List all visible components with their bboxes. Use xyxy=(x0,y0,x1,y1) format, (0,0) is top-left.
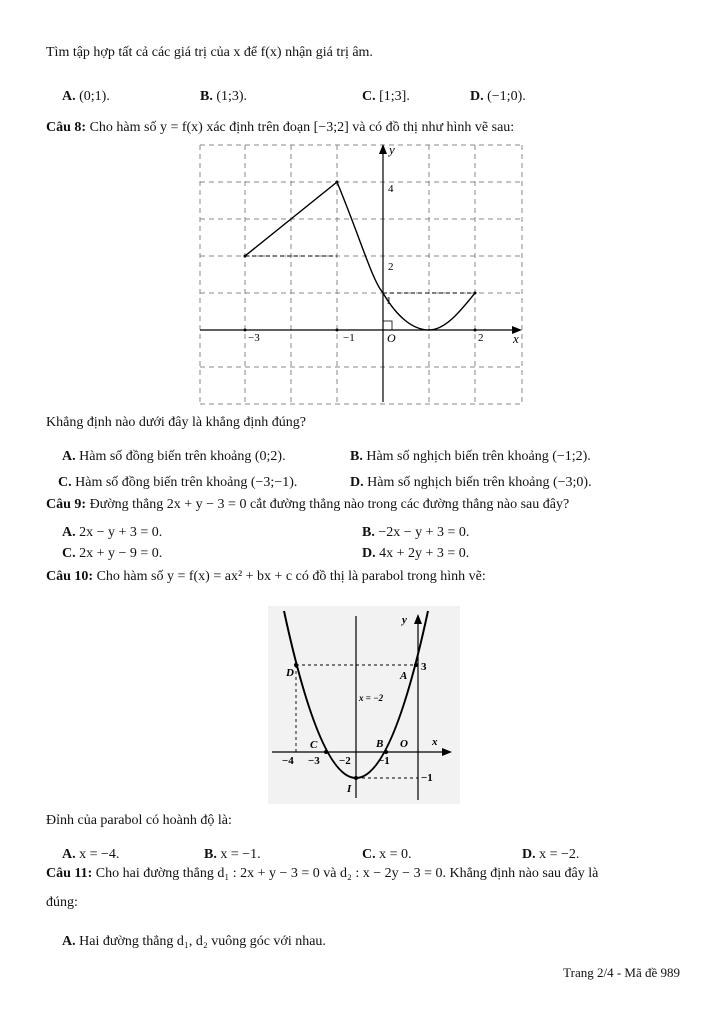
q8-tick-y-4: 4 xyxy=(388,183,394,195)
q10-prompt: Đỉnh của parabol có hoành độ là: xyxy=(46,813,232,828)
intro-option-a: A. (0;1). xyxy=(62,89,110,104)
q10-tick-x-neg4: −4 xyxy=(282,755,294,767)
q10-vertex-i: I xyxy=(347,783,352,795)
q8-tick-y-1: 1 xyxy=(386,295,392,307)
q10-point-b: B xyxy=(376,738,384,750)
q8-axis-y: y xyxy=(389,142,395,157)
intro-question: Tìm tập hợp tất cả các giá trị của x để f(x) nhận giá trị âm. xyxy=(46,45,373,60)
q10-option-d: D. x = −2. xyxy=(522,847,580,862)
q11-stem-continued: đúng: xyxy=(46,895,78,910)
q10-origin: O xyxy=(400,738,408,750)
q9-stem: Câu 9: Đường thẳng 2x + y − 3 = 0 cắt đường thẳng nào trong các đường thẳng nào sau đây? xyxy=(46,497,570,512)
q9-option-a: A. 2x − y + 3 = 0. xyxy=(62,525,163,540)
q10-tick-y-3: 3 xyxy=(421,661,427,673)
q10-symmetry-label: x = −2 xyxy=(359,693,384,703)
q8-tick-x-neg3: −3 xyxy=(248,332,260,344)
q8-option-a: A. Hàm số đồng biến trên khoảng (0;2). xyxy=(62,449,286,464)
q10-tick-x-neg3: −3 xyxy=(308,755,320,767)
q8-origin: O xyxy=(387,331,396,345)
q10-axis-y: y xyxy=(402,614,407,626)
q9-option-c: C. 2x + y − 9 = 0. xyxy=(62,546,163,561)
q10-tick-x-neg2: −2 xyxy=(339,755,351,767)
q10-axis-x: x xyxy=(432,736,438,748)
q8-option-b: B. Hàm số nghịch biến trên khoảng (−1;2). xyxy=(350,449,591,464)
q10-point-d: D xyxy=(286,667,294,679)
intro-option-b: B. (1;3). xyxy=(200,89,248,104)
q9-option-d: D. 4x + 2y + 3 = 0. xyxy=(362,546,470,561)
q10-option-a: A. x = −4. xyxy=(62,847,120,862)
q8-stem: Câu 8: Cho hàm số y = f(x) xác định trên đoạn [−3;2] và có đồ thị như hình vẽ sau: xyxy=(46,120,515,135)
q10-stem: Câu 10: Cho hàm số y = f(x) = ax² + bx + c có đồ thị là parabol trong hình vẽ: xyxy=(46,569,486,584)
q10-graph xyxy=(268,606,460,804)
q10-tick-y-neg1: −1 xyxy=(421,772,433,784)
q10-tick-x-neg1: −1 xyxy=(378,755,390,767)
intro-option-c: C. [1;3]. xyxy=(362,89,410,104)
q11-stem: Câu 11: Cho hai đường thẳng d₁ : 2x + y − 3 = 0 và d₂ : x − 2y − 3 = 0. Khẳng định nào sau đây là xyxy=(46,866,599,881)
q8-prompt: Khẳng định nào dưới đây là khẳng định đúng? xyxy=(46,415,306,430)
q8-tick-y-2: 2 xyxy=(388,261,394,273)
q10-point-a: A xyxy=(400,670,408,682)
intro-option-d: D. (−1;0). xyxy=(470,89,526,104)
q8-function-curve xyxy=(245,182,475,330)
q8-tick-x-2: 2 xyxy=(478,332,484,344)
q8-option-c: C. Hàm số đồng biến trên khoảng (−3;−1). xyxy=(58,475,298,490)
q10-option-c: C. x = 0. xyxy=(362,847,412,862)
q8-graph xyxy=(196,140,528,410)
q10-point-c: C xyxy=(310,739,318,751)
q9-option-b: B. −2x − y + 3 = 0. xyxy=(362,525,470,540)
q8-tick-x-neg1: −1 xyxy=(343,332,355,344)
q10-option-b: B. x = −1. xyxy=(204,847,261,862)
q11-option-a: A. Hai đường thẳng d₁, d₂ vuông góc với nhau. xyxy=(62,934,326,949)
q8-option-d: D. Hàm số nghịch biến trên khoảng (−3;0). xyxy=(350,475,592,490)
page-footer: Trang 2/4 - Mã đề 989 xyxy=(563,965,680,980)
q8-axis-x: x xyxy=(513,331,519,346)
